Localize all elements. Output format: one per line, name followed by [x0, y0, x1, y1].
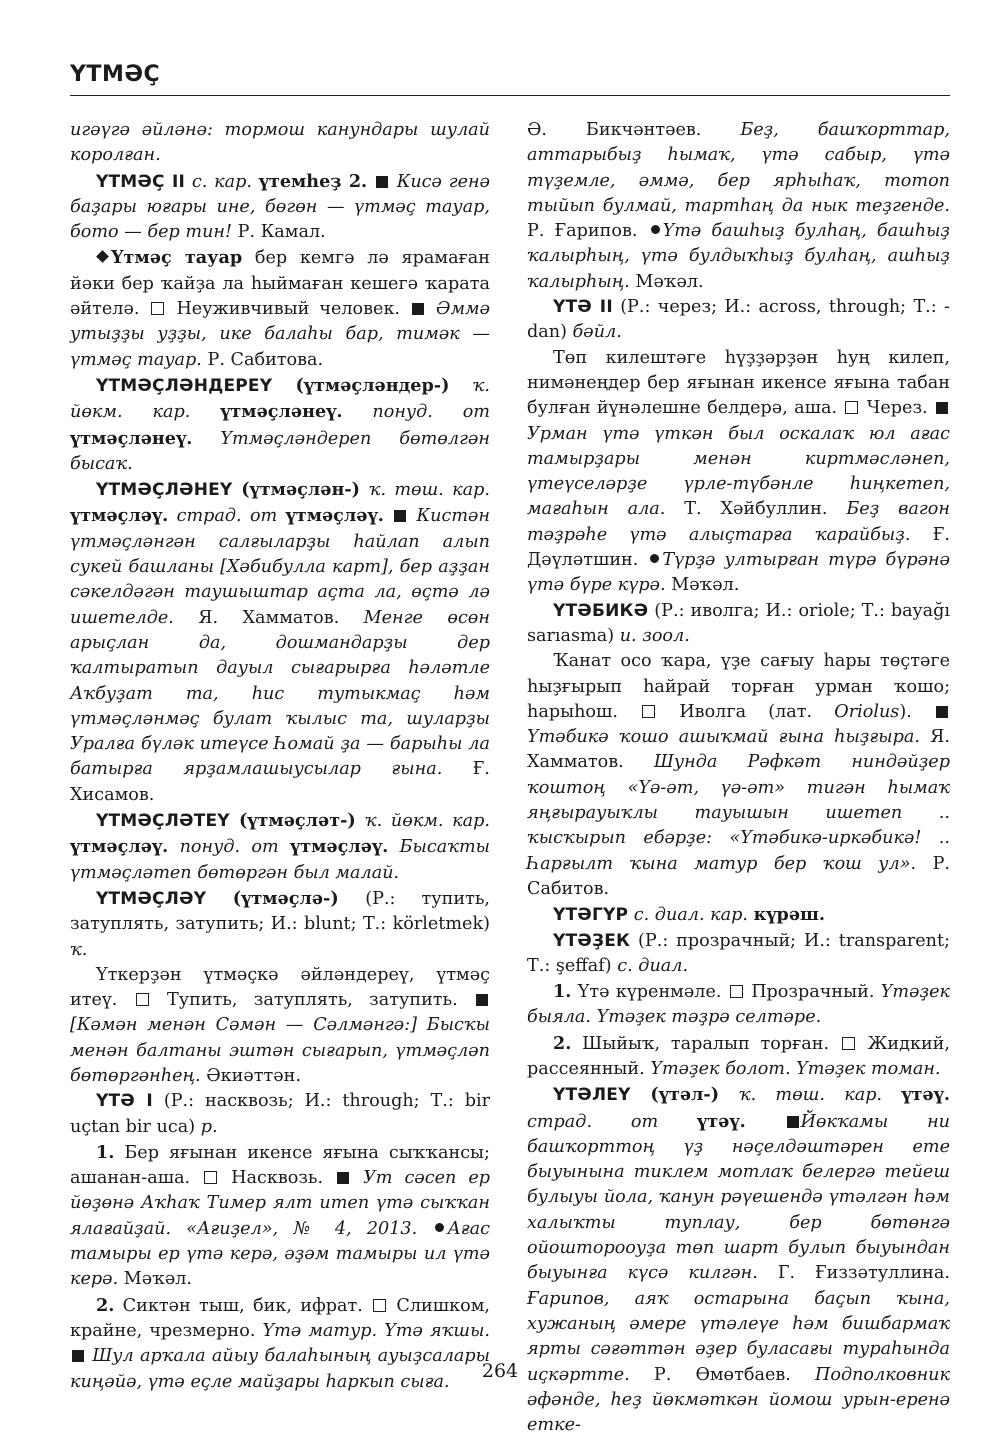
example-marker-icon [412, 303, 424, 315]
definition-utebike [527, 649, 950, 902]
proverb-text: Ағас тамыры ер үтә керә, әҙәм тамыры ил үтә керә. [70, 1218, 490, 1290]
example-source: Ғ. Дәүләтшин. [527, 524, 950, 571]
definition-ute-ii [527, 346, 950, 599]
example-source: Р. Камал. [232, 222, 326, 243]
translation-marker-icon [151, 302, 164, 315]
translations: (Р.: насквозь; И.: through; Т.: bir uçtan bir uca) [70, 1091, 490, 1137]
definition-text: Үткерҙән үтмәҫкә әйләндереү, үтмәҫ итеү. [70, 964, 490, 1011]
russian-translation: Слишком, крайне, чрезмерно. [70, 1295, 491, 1341]
example-text: Кистән үтмәҫләнгән салғыларҙы һайлап алып сукей башланы [Хәбибулла карт], бер аҙҙан сәкелдәгән таушыштар аҫта ла, өҫтә лә ишетелде. [70, 506, 491, 628]
example-marker-icon [394, 510, 406, 522]
example-marker-icon [936, 402, 948, 414]
translation-marker-icon [373, 1299, 386, 1312]
headword: ҮТМӘҪЛӘНДЕРЕҮ [96, 375, 273, 396]
entry-utmeslenderew [70, 373, 490, 477]
proverb-marker-icon [651, 225, 660, 234]
cross-reference: үтмәҫләү. [70, 505, 169, 527]
example-text: Йөкҡамы ни башҡорттоң үҙ нәҫелдәштәрен ете быуынына тиклем мотлаҡ белергә тейеш булыуы йола, ҡанун рәүешендә үтәлгән һәм халыҡты туплау, бер бөтөнгә ойошторооуҙа төп шарт булып быуындан быуынға күсә килгән. [527, 1111, 950, 1284]
example-marker-icon [476, 994, 488, 1006]
cross-reference: үтмәҫләү. [290, 836, 389, 858]
translation-marker-icon [136, 993, 149, 1006]
idiom-headword: Үтмәҫ тауар [111, 247, 243, 269]
idiom-diamond-icon [96, 251, 109, 264]
definition-text: Бер яғынан икенсе яғына сыҡҡансы; ашанан-аша. [70, 1142, 490, 1189]
translation-marker-icon [845, 401, 858, 414]
grammar-label: ҡ. төш. кар. [738, 1085, 902, 1106]
example-text: [Кәмән менән Сәмән — Сәлмәнгә:] Бысҡы менән балтаны эштән сығарып, үтмәҫләп бөтөргәнһең. [70, 1015, 490, 1086]
grammar-label: ҡ. [70, 939, 88, 960]
proverb-marker-icon [435, 1223, 444, 1232]
grammar-label: р. [200, 1116, 218, 1137]
headword: ҮТӘЛЕҮ [553, 1085, 631, 1106]
example-text: Шул арҡала айыу балаһының ауыҙсалары киңәйә, үтә еҫле майҙары һаркып сыға. [70, 1346, 490, 1392]
example-text: Әммә утыҙҙы уҙҙы, ике балаһы бар, тимәк — үтмәҫ тауар. [70, 299, 491, 370]
cross-reference: үтәү. [697, 1110, 746, 1132]
entry-continuation [70, 118, 490, 169]
example-marker-icon [936, 706, 948, 718]
entry-utezek [527, 929, 950, 980]
example-source: Р. Өмөтбаев. [629, 1364, 816, 1385]
headword-stem: (үтәл-) [630, 1084, 739, 1106]
example-source: Я. Хамматов. [527, 727, 950, 773]
example-source: Т. Хәйбуллин. [665, 499, 847, 520]
definition-text: Шыйыҡ, таралып торған. [571, 1033, 840, 1054]
grammar-label: ҡ. төш. кар. [368, 480, 490, 501]
example-marker-icon [337, 1172, 349, 1184]
translations: (Р.: через; И.: across, through; Т.: -dan) [527, 297, 950, 343]
translations: (Р.: иволга; И.: oriole; Т.: bayağı sarıasma) [527, 600, 950, 646]
page-number: 264 [481, 1360, 519, 1382]
example-text: Үтәҙек быяла. Үтәҙек тәҙрә селтәре. [527, 982, 951, 1028]
example-text: Кисә генә баҙары юғары ине, бөгөн — үтмәҫ тауар, бото — бер тин! [70, 171, 491, 243]
grammar-label: и. зоол. [619, 625, 690, 646]
example-source: Р. Ғарипов. [527, 221, 638, 242]
example-text: Ғарипов, аяҡ остарына баҫып ҡына, хужаның әмере үтәлеүе һәм бишбармаҡ ярты сәғәттән әҙер буласағы тураһында иҫкәртте. [527, 1288, 950, 1385]
grammar-label: понуд. от [342, 402, 490, 423]
headword-stem: (үтмәҫлә-) [206, 887, 366, 909]
example-source: Ә. Бикчәнтәев. [527, 120, 741, 140]
headword: ҮТМӘҪЛӘНЕҮ [96, 480, 233, 501]
grammar-label: с. кар. [185, 171, 259, 192]
proverb-text: Үтә башһыҙ булһаң, башһыҙ ҡалырһың, үтә булдыҡһыҙ булһаң, ашһыҙ ҡалырһың. [527, 221, 951, 292]
headword: ҮТМӘҪЛӘТЕҮ [96, 811, 230, 832]
russian-translation: Прозрачный. [751, 982, 881, 1003]
entry-ute-i [70, 1089, 490, 1140]
left-column [70, 118, 491, 1392]
cross-reference: үтмәҫләү. [285, 505, 384, 527]
headword: ҮТӘБИКӘ [553, 600, 649, 621]
headword: ҮТӘ II [553, 297, 613, 318]
russian-translation: Насквозь. [231, 1168, 336, 1189]
example-text: Беҙ, башҡорттар, аттарыбыҙ һымаҡ, үтә сабыр, үтә түҙемле, әммә, бер ярһыһаҡ, тотоп тыйып булмай, тартһаң да нык теҙгенде. [527, 120, 950, 216]
entry-utelew [527, 1082, 950, 1438]
cross-reference: үтмәҫләнеү. [70, 427, 193, 449]
headword: ҮТМӘҪЛӘҮ [96, 888, 207, 909]
example-source: Р. Сабитова. [201, 349, 324, 370]
headword: ҮТӘ I [96, 1091, 153, 1112]
example-marker-icon [787, 1116, 799, 1128]
running-head-word: ҮТМӘҪ [70, 62, 161, 87]
sense-2 [527, 1031, 950, 1083]
translation-marker-icon [842, 1037, 855, 1050]
example-text: Шунда Рәфкәт ниндәйҙер ҡоштоң «Үә-әт, үә-әт» тигән һымаҡ яңғырауыҡлы тауышын ишетеп .. ҡысҡырып ебәрҙе: «Үтәбикә-иркәбикә! .. Һарғылт ҡына матур бер ҡош ул». [527, 752, 950, 874]
example-marker-icon [376, 176, 388, 188]
russian-translation: Неуживчивый человек. [176, 299, 411, 320]
cross-reference: үтмәҫләнеү. [220, 401, 343, 423]
grammar-label: с. диал. кар. [628, 905, 754, 926]
example-text: Үтәбикә ҡошо ашыҡмай ғына һыҙғыра. [527, 727, 920, 748]
grammar-label: бәйл. [572, 322, 622, 343]
example-text: Үтәҙек болот. Үтәҙек томан. [650, 1058, 941, 1079]
definition-text: Ҡанат осо ҡара, үҙе сағыу һары төҫтәге һыҙғырып һайрай торған урман ҡошо; һарыһош. [527, 651, 950, 722]
example-source: Мәҡәл. [629, 271, 704, 292]
example-text: Подполковник әфәнде, һеҙ йөкмәткән йомош урын-еренә етке- [527, 1364, 950, 1436]
translation-marker-icon [204, 1171, 217, 1184]
grammar-label: страд. от [527, 1111, 698, 1132]
translation-marker-icon [730, 985, 743, 998]
translations: (Р.: тупить, затуплять, затупить; И.: blunt; Т.: körletmek) [70, 888, 490, 935]
grammar-label: с. диал. [617, 955, 689, 976]
grammar-label: понуд. от [168, 837, 291, 858]
entry-utmesletew [70, 808, 490, 886]
headword: ҮТӘҘЕК [553, 930, 631, 951]
example-source: Я. Хамматов. [173, 607, 364, 628]
russian-translation: Иволга (лат. [679, 701, 835, 722]
definition-text: бер кемгә лә ярамаған йәки бер ҡайҙа ла һыймаған кешегә ҡарата әйтелә. [70, 248, 490, 320]
sense-number: 2. [553, 1032, 572, 1054]
example-source: Әкиәттән. [200, 1065, 301, 1086]
definition-text: Сиктән тыш, бик, ифрат. [114, 1295, 372, 1316]
sense-number: 2. [96, 1294, 115, 1316]
entry-idiom-utmes-tauar [70, 245, 490, 372]
russian-translation: ). [899, 701, 912, 722]
example-text: Үтә матур. Үтә яҡшы. [262, 1320, 490, 1341]
definition-text: Төп килештәге һүҙҙәрҙән һуң килеп, нимәнеңдер бер яғынан икенсе яғына табан булған йүнәлешне белдерә, аша. [527, 347, 950, 419]
example-source: Мәҡәл. [118, 1269, 192, 1290]
proverb-marker-icon [650, 554, 659, 563]
example-source: Мәҡәл. [665, 575, 740, 596]
definition-text: Үтә күренмәле. [571, 982, 728, 1003]
translations: (Р.: прозрачный; И.: transparent; Т.: şeffaf) [527, 930, 950, 976]
example-text: Үтмәҫләндереп бөтөлгән бысаҡ. [70, 428, 490, 474]
proverb-text: Түрҙә ултырған түрә бүрәнә үтә бүре күрә. [527, 550, 950, 596]
example-text: Менге өсөн арыҫлан да, дошмандарҙы дер ҡалтыратып дауыл сығарырға һәләтле Аҡбуҙат та, һис тутыкмаҫ һәм үтмәҫләнмәҫ булат ҡылыс та, шуларҙы Уралға бүләк итеүсе Һомай ҙа — барыһы ла батырға ярҙамлашыусылар ғына. [70, 607, 490, 780]
example-source: Г. Ғиззәтуллина. [757, 1263, 950, 1284]
definition-utmeslew [70, 963, 490, 1089]
right-column [527, 118, 951, 1436]
grammar-label: ҡ. йөкм. кар. [364, 811, 490, 832]
russian-translation: Через. [866, 398, 934, 419]
entry-utmeslenew [70, 477, 490, 808]
cross-reference: үтмәҫләү. [70, 836, 169, 858]
entry-utegur [527, 902, 950, 928]
sense-1 [527, 979, 950, 1031]
sense-number: 1. [553, 981, 572, 1003]
russian-translation: Тупить, затуплять, затупить. [167, 990, 475, 1011]
entry-ute-ii [527, 295, 950, 346]
entry-utmes-ii [70, 169, 490, 246]
grammar-label: ҡ. йөкм. кар. [70, 375, 490, 423]
header-rule [70, 95, 950, 96]
cross-reference: үтәү. [901, 1084, 950, 1106]
latin-name: Oriolus [834, 701, 900, 722]
sense-number: 1. [96, 1141, 115, 1163]
grammar-label: страд. от [168, 506, 286, 527]
example-text: Урман үтә үткән был оскалаҡ юл ағас тамырҙары менән киртмәсләнеп, үтеүселәрҙе үрле-түбәнле һиңкетеп, мағаһын ала. [527, 423, 950, 520]
headword-stem: (үтмәҫлән-) [232, 479, 369, 501]
entry-utmeslew [70, 886, 490, 963]
example-source: Ғ. Хисамов. [70, 759, 490, 805]
cross-reference: күрәш. [753, 904, 826, 926]
headword: ҮТМӘҪ II [96, 171, 186, 192]
russian-translation: Жидкий, рассеянный. [527, 1033, 950, 1079]
example-text: Беҙ вагон тәҙрәһе үтә алыҫтарға ҡарайбыҙ. [527, 499, 950, 545]
entry-continuation [527, 118, 950, 295]
translation-marker-icon [642, 705, 655, 718]
headword: ҮТӘГҮР [553, 905, 629, 926]
sense-1 [70, 1140, 490, 1293]
example-source: Р. Сабитов. [527, 853, 950, 899]
entry-text: игәүгә әйләнә: тормош канундары шулай королған. [70, 120, 490, 166]
entry-utebike [527, 599, 950, 650]
headword-stem: (үтмәҫләт-) [229, 810, 365, 832]
example-text: Бысаҡты үтмәҫләтеп бөтөргән был малай. [70, 837, 490, 883]
example-text: Ут сәсеп ер йөҙөнә Аҡһаҡ Тимер ялт итеп үтә сыҡҡан ялағайҙай. «Ағиҙел», № 4, 2013. [70, 1168, 490, 1239]
cross-reference: үтемһеҙ 2. [258, 170, 368, 192]
running-header [70, 62, 950, 96]
headword-stem: (үтмәҫләндер-) [272, 374, 473, 396]
